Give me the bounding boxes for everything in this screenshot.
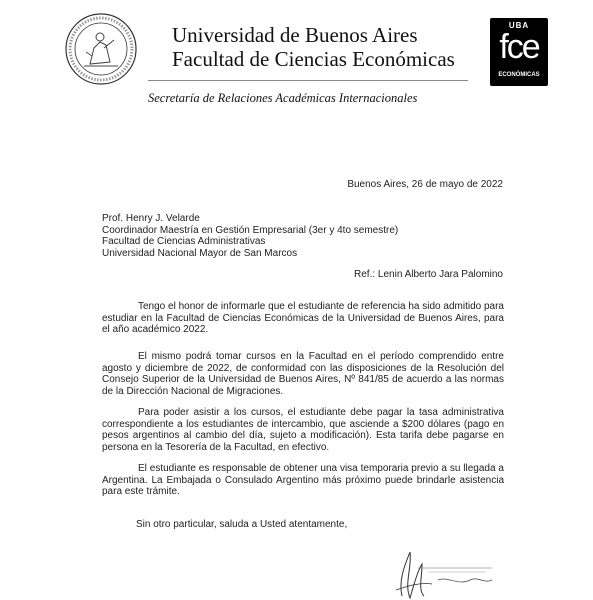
- university-name: Universidad de Buenos Aires: [172, 23, 418, 47]
- reference-line: Ref.: Lenin Alberto Jara Palomino: [354, 269, 503, 280]
- letter-date: Buenos Aires, 26 de mayo de 2022: [347, 179, 503, 190]
- paragraph-text: El estudiante es responsable de obtener una visa temporaria previo a su llegada a Argentina. La Embajada o Consulado Argentino más próximo puede brindarle asistencia para este trámite.: [102, 463, 504, 497]
- paragraph-visa: [102, 463, 504, 498]
- header-divider: [148, 80, 468, 81]
- paragraph-text: Tengo el honor de informarle que el estudiante de referencia ha sido admitido para estudiar en la Facultad de Ciencias Económicas de la Universidad de Buenos Aires, para el año académico 2022.: [102, 301, 504, 335]
- handwritten-signature: [388, 540, 508, 600]
- recipient-faculty: Facultad de Ciencias Administrativas: [102, 236, 266, 247]
- recipient-block: [102, 213, 398, 259]
- paragraph-courses: [102, 351, 504, 397]
- paragraph-admission: [102, 301, 504, 336]
- recipient-title: Coordinador Maestría en Gestión Empresarial (3er y 4to semestre): [102, 224, 399, 236]
- paragraph-fees: [102, 407, 504, 453]
- paragraph-text: El mismo podrá tomar cursos en la Facultad en el período comprendido entre agosto y diciembre de 2022, de conformidad con las disposiciones de la Resolución del Consejo Superior de la Universidad de Buenos Aires, Nº 841/85 de acuerdo a las normas de la Dirección Nacional de Migraciones.: [102, 351, 504, 397]
- recipient-name: Prof. Henry J. Velarde: [102, 213, 200, 224]
- university-seal-icon: [64, 12, 138, 86]
- logo-uba-text: UBA: [508, 21, 530, 30]
- recipient-university: Universidad Nacional Mayor de San Marcos: [102, 247, 298, 259]
- logo-fce-text: fce: [499, 28, 539, 66]
- fce-logo: [490, 18, 548, 86]
- faculty-name: Facultad de Ciencias Económicas: [172, 47, 455, 71]
- paragraph-text: Para poder asistir a los cursos, el estudiante debe pagar la tasa administrativa correspondiente a los estudiantes de intercambio, que asciende a $200 dólares (pago en pesos argentinos al cambio del día, sujeto a modificación). Esta tarifa debe pagarse en persona en la Tesorería de la Facultad, en efectivo.: [102, 407, 504, 453]
- logo-economicas-text: ECONÓMICAS: [498, 72, 540, 78]
- closing-line: Sin otro particular, saluda a Usted atentamente,: [136, 519, 348, 530]
- secretariat-name: Secretaría de Relaciones Académicas Internacionales: [148, 91, 418, 105]
